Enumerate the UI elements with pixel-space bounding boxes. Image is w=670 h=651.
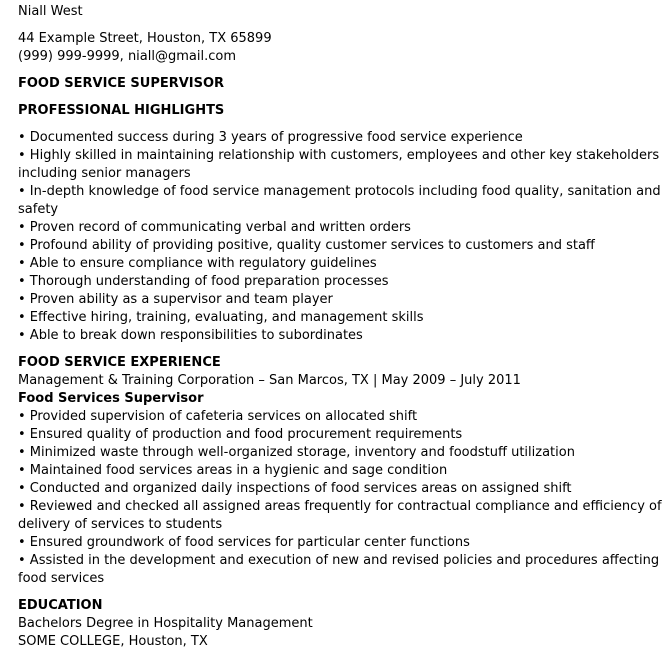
list-item — [18, 552, 670, 588]
list-item-text: • Highly skilled in maintaining relationship with customers, employees and other key stakeholders including senior managers — [18, 148, 660, 181]
list-item-text: • Effective hiring, training, evaluating, and management skills — [18, 310, 424, 325]
role-title: Food Services Supervisor — [18, 391, 204, 406]
spacer — [18, 120, 670, 129]
list-item — [18, 327, 670, 345]
list-item-text: • Ensured quality of production and food procurement requirements — [18, 427, 463, 442]
list-item — [18, 408, 670, 426]
list-item — [18, 426, 670, 444]
list-item-text: • In-depth knowledge of food service management protocols including food quality, sanitation and safety — [18, 184, 661, 217]
job-title: FOOD SERVICE SUPERVISOR — [18, 76, 225, 91]
highlights-list — [18, 129, 670, 345]
list-item-text: • Thorough understanding of food preparation processes — [18, 274, 389, 289]
list-item — [18, 219, 670, 237]
list-item-text: • Provided supervision of cafeteria services on allocated shift — [18, 409, 418, 424]
list-item — [18, 480, 670, 498]
list-item-text: • Ensured groundwork of food services for particular center functions — [18, 535, 470, 550]
list-item-text: • Profound ability of providing positive, quality customer services to customers and staff — [18, 238, 595, 253]
education-heading: EDUCATION — [18, 598, 103, 613]
address-line: 44 Example Street, Houston, TX 65899 — [18, 31, 272, 46]
list-item — [18, 273, 670, 291]
experience-heading: FOOD SERVICE EXPERIENCE — [18, 355, 221, 370]
list-item-text: • Minimized waste through well-organized storage, inventory and foodstuff utilization — [18, 445, 575, 460]
list-item-text: • Assisted in the development and execution of new and revised policies and procedures affecting food services — [18, 553, 660, 586]
spacer — [18, 66, 670, 75]
list-item-text: • Able to break down responsibilities to subordinates — [18, 328, 363, 343]
list-item-text: • Able to ensure compliance with regulatory guidelines — [18, 256, 377, 271]
list-item — [18, 255, 670, 273]
highlights-heading: PROFESSIONAL HIGHLIGHTS — [18, 103, 225, 118]
list-item-text: • Proven ability as a supervisor and team player — [18, 292, 333, 307]
list-item — [18, 309, 670, 327]
candidate-name: Niall West — [18, 4, 83, 19]
list-item — [18, 147, 670, 183]
list-item — [18, 237, 670, 255]
contact-line: (999) 999-9999, niall@gmail.com — [18, 49, 236, 64]
list-item — [18, 291, 670, 309]
spacer — [18, 21, 670, 30]
list-item — [18, 129, 670, 147]
school-line: SOME COLLEGE, Houston, TX — [18, 634, 208, 649]
spacer — [18, 588, 670, 597]
list-item-text: • Maintained food services areas in a hygienic and sage condition — [18, 463, 448, 478]
list-item-text: • Conducted and organized daily inspections of food services areas on assigned shift — [18, 481, 572, 496]
degree-line: Bachelors Degree in Hospitality Management — [18, 616, 313, 631]
list-item — [18, 183, 670, 219]
spacer — [18, 93, 670, 102]
experience-list — [18, 408, 670, 588]
list-item — [18, 462, 670, 480]
list-item-text: • Proven record of communicating verbal and written orders — [18, 220, 411, 235]
list-item — [18, 444, 670, 462]
list-item — [18, 498, 670, 534]
list-item — [18, 534, 670, 552]
list-item-text: • Reviewed and checked all assigned areas frequently for contractual compliance and efficiency of delivery of services to students — [18, 499, 662, 532]
employer-line: Management & Training Corporation – San Marcos, TX | May 2009 – July 2011 — [18, 373, 521, 388]
list-item-text: • Documented success during 3 years of progressive food service experience — [18, 130, 523, 145]
spacer — [18, 345, 670, 354]
